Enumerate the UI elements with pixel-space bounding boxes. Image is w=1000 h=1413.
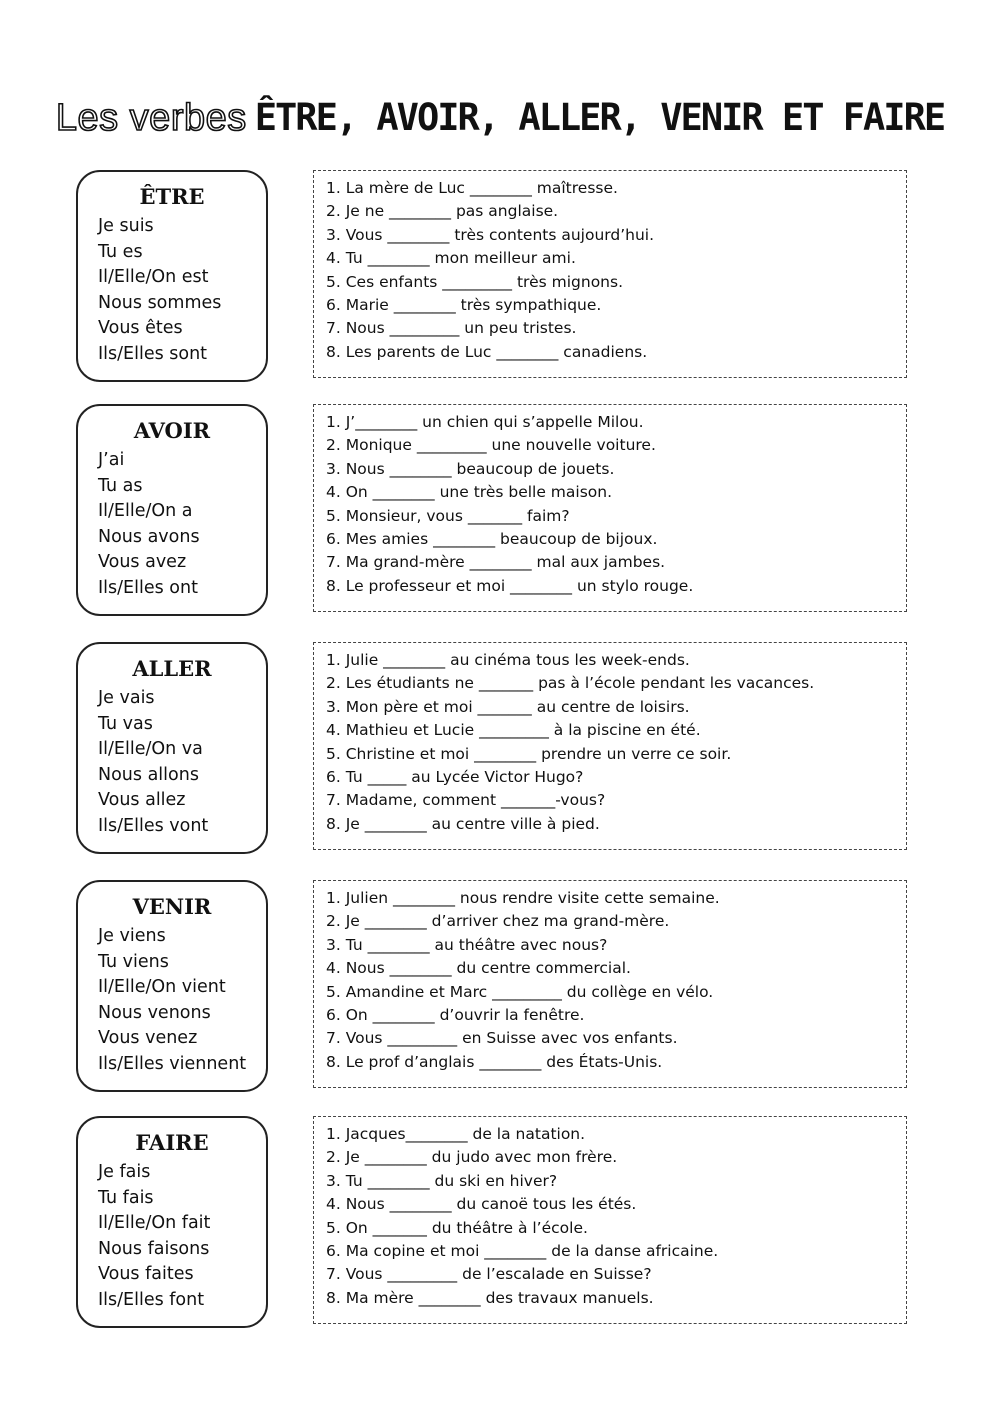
exercise-item: 5. Christine et moi ________ prendre un verre ce soir. <box>326 744 732 763</box>
exercise-item: 4. Nous ________ du centre commercial. <box>326 959 631 978</box>
conjugation-item: Je suis <box>98 216 154 236</box>
exercise-item: 8. Le professeur et moi ________ un stylo rouge. <box>326 576 694 595</box>
conjugation-list <box>98 448 200 602</box>
exercise-item: 8. Le prof d’anglais ________ des États-Unis. <box>326 1052 663 1071</box>
exercise-list <box>326 411 693 598</box>
conjugation-item: Vous êtes <box>98 318 183 339</box>
title-light: Les verbes <box>55 97 247 139</box>
exercise-list <box>326 177 654 364</box>
conjugation-box <box>76 170 268 382</box>
conjugation-box <box>76 1116 268 1328</box>
exercise-item: 1. Julien ________ nous rendre visite cette semaine. <box>326 889 720 907</box>
conjugation-list <box>98 214 221 368</box>
exercise-item: 4. On ________ une très belle maison. <box>326 483 613 502</box>
conjugation-item: Je viens <box>98 926 166 946</box>
conjugation-item: Ils/Elles sont <box>98 343 208 364</box>
conjugation-item: Ils/Elles font <box>98 1289 205 1310</box>
conjugation-item: Je fais <box>98 1162 151 1182</box>
conjugation-item: Tu viens <box>98 951 169 972</box>
verb-name: AVOIR <box>133 418 211 443</box>
conjugation-item: Ils/Elles viennent <box>98 1053 247 1074</box>
verb-name: FAIRE <box>135 1130 209 1155</box>
conjugation-item: Nous avons <box>98 526 200 547</box>
exercise-item: 6. Mes amies ________ beaucoup de bijoux. <box>326 530 658 549</box>
exercise-item: 3. Mon père et moi _______ au centre de loisirs. <box>326 697 690 716</box>
exercise-item: 7. Vous _________ en Suisse avec vos enfants. <box>326 1029 678 1048</box>
exercise-item: 2. Monique _________ une nouvelle voiture. <box>326 436 656 455</box>
exercise-item: 1. J’________ un chien qui s’appelle Milou. <box>326 413 644 431</box>
exercise-item: 8. Ma mère ________ des travaux manuels. <box>326 1288 654 1307</box>
verb-name: ÊTRE <box>139 184 205 209</box>
exercise-list <box>326 1123 718 1310</box>
exercise-box <box>313 1116 907 1324</box>
conjugation-box <box>76 642 268 854</box>
conjugation-box <box>76 880 268 1092</box>
exercise-item: 5. Amandine et Marc _________ du collège en vélo. <box>326 982 714 1001</box>
exercise-item: 8. Les parents de Luc ________ canadiens. <box>326 342 648 361</box>
conjugation-item: Il/Elle/On est <box>98 267 209 288</box>
exercise-list <box>326 887 720 1074</box>
exercise-item: 4. Tu ________ mon meilleur ami. <box>326 249 576 268</box>
exercise-box <box>313 404 907 612</box>
conjugation-item: Vous faites <box>98 1264 194 1285</box>
exercise-item: 5. Ces enfants _________ très mignons. <box>326 272 623 291</box>
page-title <box>0 96 1000 156</box>
conjugation-item: Tu es <box>98 241 143 262</box>
exercise-item: 2. Je ne ________ pas anglaise. <box>326 202 559 221</box>
exercise-item: 5. Monsieur, vous _______ faim? <box>326 506 570 525</box>
conjugation-list <box>98 686 208 840</box>
title-bold: ÊTRE, AVOIR, ALLER, VENIR ET FAIRE <box>254 96 945 139</box>
exercise-item: 3. Tu ________ du ski en hiver? <box>326 1171 558 1190</box>
conjugation-item: Vous allez <box>98 790 186 811</box>
conjugation-item: Nous faisons <box>98 1238 210 1259</box>
conjugation-item: Il/Elle/On a <box>98 501 193 522</box>
conjugation-item: J’ai <box>98 450 125 470</box>
exercise-item: 7. Madame, comment _______-vous? <box>326 791 606 810</box>
exercise-item: 3. Vous ________ très contents aujourd’hui. <box>326 225 655 244</box>
exercise-item: 6. On ________ d’ouvrir la fenêtre. <box>326 1006 585 1025</box>
conjugation-item: Nous allons <box>98 764 199 785</box>
exercise-box <box>313 642 907 850</box>
exercise-item: 1. Julie ________ au cinéma tous les week-ends. <box>326 651 690 669</box>
conjugation-item: Tu fais <box>98 1187 154 1208</box>
exercise-item: 7. Vous _________ de l’escalade en Suisse? <box>326 1265 652 1284</box>
conjugation-item: Vous avez <box>98 552 187 573</box>
conjugation-item: Il/Elle/On vient <box>98 977 226 998</box>
conjugation-list <box>98 924 246 1078</box>
conjugation-item: Je vais <box>98 688 155 708</box>
verb-name: ALLER <box>132 656 212 681</box>
exercise-item: 6. Ma copine et moi ________ de la danse africaine. <box>326 1242 719 1261</box>
exercise-item: 2. Je ________ du judo avec mon frère. <box>326 1148 618 1167</box>
exercise-item: 6. Marie ________ très sympathique. <box>326 296 602 315</box>
verb-name: VENIR <box>132 894 212 919</box>
exercise-item: 7. Ma grand-mère ________ mal aux jambes. <box>326 553 666 572</box>
conjugation-list <box>98 1160 210 1314</box>
conjugation-item: Nous venons <box>98 1002 211 1023</box>
exercise-item: 4. Nous ________ du canoë tous les étés. <box>326 1195 637 1214</box>
exercise-item: 4. Mathieu et Lucie _________ à la piscine en été. <box>326 721 701 740</box>
exercise-item: 5. On _______ du théâtre à l’école. <box>326 1218 588 1237</box>
exercise-item: 8. Je ________ au centre ville à pied. <box>326 814 600 833</box>
exercise-item: 3. Nous ________ beaucoup de jouets. <box>326 459 615 478</box>
conjugation-box <box>76 404 268 616</box>
exercise-list <box>326 649 814 836</box>
exercise-item: 7. Nous _________ un peu tristes. <box>326 319 577 338</box>
exercise-item: 2. Les étudiants ne _______ pas à l’école pendant les vacances. <box>326 674 815 693</box>
conjugation-item: Ils/Elles ont <box>98 577 198 598</box>
exercise-item: 1. La mère de Luc ________ maîtresse. <box>326 179 618 197</box>
exercise-box <box>313 880 907 1088</box>
exercise-item: 6. Tu _____ au Lycée Victor Hugo? <box>326 768 584 787</box>
conjugation-item: Tu vas <box>98 713 153 734</box>
conjugation-item: Nous sommes <box>98 292 222 313</box>
exercise-item: 3. Tu ________ au théâtre avec nous? <box>326 935 608 954</box>
conjugation-item: Ils/Elles vont <box>98 815 209 836</box>
exercise-item: 2. Je ________ d’arriver chez ma grand-mère. <box>326 912 670 931</box>
exercise-item: 1. Jacques________ de la natation. <box>326 1125 586 1143</box>
conjugation-item: Vous venez <box>98 1028 198 1049</box>
conjugation-item: Il/Elle/On va <box>98 739 203 760</box>
conjugation-item: Il/Elle/On fait <box>98 1213 211 1234</box>
exercise-box <box>313 170 907 378</box>
conjugation-item: Tu as <box>98 475 143 496</box>
